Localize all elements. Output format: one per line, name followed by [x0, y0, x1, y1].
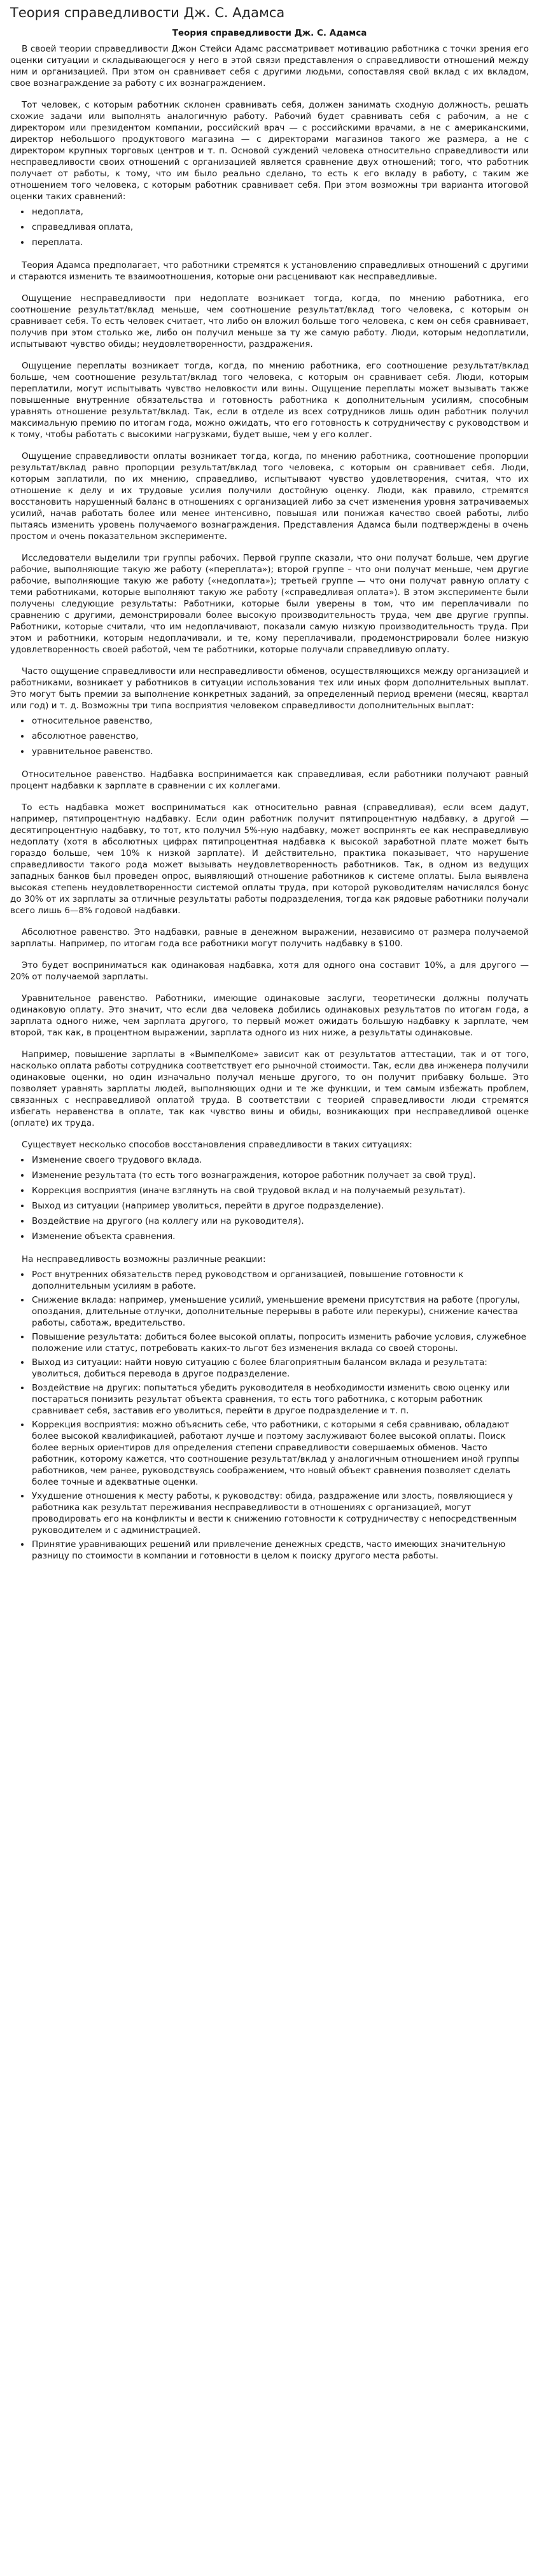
- list-item: • Выход из ситуации: найти новую ситуацию с более благоприятным балансом вклада и результата: уволиться, добиться перевода в другое подразделение.: [31, 1357, 529, 1380]
- list-item: • Рост внутренних обязательств перед руководством и организацией, повышение готовности к дополнительным усилиям в работе.: [31, 1269, 529, 1292]
- paragraph: Например, повышение зарплаты в «ВымпелКоме» зависит как от результатов аттестации, так и от того, насколько оплата работы сотрудника соответствует его рыночной стоимости. Так, если два инженера получили одинаковые оценки, но один изначально получал меньше другого, то он получит прибавку больше. Это позволяет уравнять зарплаты людей, выполняющих одни и те же функции, и тем самым избежать проблем, связанных с несправедливой оплатой труда. В соответствии с теорией справедливости люди стремятся избегать неравенства в оплате, так как чувство вины и обиды, возникающих при несправедливой оценке (оплате) их труда.: [10, 1049, 529, 1128]
- bullet-list: [10, 715, 529, 757]
- list-item: • уравнительное равенство.: [31, 746, 529, 757]
- paragraph: Относительное равенство. Надбавка воспринимается как справедливая, если работники получают равный процент надбавки к зарплате в сравнении с их коллегами.: [10, 769, 529, 791]
- list-item: • Воздействие на других: попытаться убедить руководителя в необходимости изменить свою оценку или постараться понизить результат объекта сравнения, то есть того работника, с которым работник сравнивает себя, заставив его уволиться, перейти в другое подразделение и т. п.: [31, 1382, 529, 1417]
- list-item: • Изменение объекта сравнения.: [31, 1231, 529, 1242]
- list-item: • Принятие уравнивающих решений или привлечение денежных средств, часто имеющих значительную разницу по стоимости в компании и готовности в целом к поиску другого места работы.: [31, 1539, 529, 1562]
- list-item: • Ухудшение отношения к месту работы, к руководству: обида, раздражение или злость, появляющиеся у работника как результат переживания несправедливости в отношениях с организацией, могут проводировать его на конфликты и вести к снижению готовности к сотрудничеству с непосредственным руководителем и с администрацией.: [31, 1490, 529, 1536]
- paragraph: Часто ощущение справедливости или несправедливости обменов, осуществляющихся между организацией и работниками, возникает у работников в ситуации использования тех или иных форм дополнительных выплат. Это могут быть премии за выполнение конкретных заданий, за определенный период времени (месяц, квартал или год) и т. д. Возможны три типа восприятия человеком справедливости дополнительных выплат:: [10, 666, 529, 711]
- list-item: • Воздействие на другого (на коллегу или на руководителя).: [31, 1215, 529, 1227]
- list-item: • Снижение вклада: например, уменьшение усилий, уменьшение времени присутствия на работе (прогулы, опоздания, длительные отлучки, дополнительные перерывы в работе или перекуры), снижение качества работы, саботаж, вредительство.: [31, 1294, 529, 1329]
- paragraph: То есть надбавка может восприниматься как относительно равная (справедливая), если всем дадут, например, пятипроцентную надбавку. Если один работник получит пятипроцентную надбавку, а другой — десятипроцентную надбавку, то тот, кто получил 5%-ную надбавку, может воспринять ее как несправедливую недоплату (хотя в абсолютных цифрах пятипроцентная надбавка к высокой заработной плате может быть гораздо больше, чем 10% к низкой зарплате). И действительно, практика показывает, что нарушение справедливости такого рода может вызывать неудовлетворенность работников. Так, в одном из ведущих западных банков был проведен опрос, выявляющий отношение работников к системе оплаты. Была выявлена высокая степень неудовлетворенности системой оплаты труда, при которой руководителям начислялся бонус до 30% от их зарплаты за отличные результаты работы подразделения, тогда как рядовые работники получали всего лишь 6—8% годовой надбавки.: [10, 802, 529, 916]
- bullet-list: [10, 1154, 529, 1242]
- list-item: • Коррекция восприятия: можно объяснить себе, что работники, с которыми я себя сравниваю, обладают более высокой квалификацией, работают лучше и поэтому заслуживают более высокой оплаты. Поиск более верных ориентиров для определения степени справедливости совершаемых обменов. Часто работник, которому кажется, что соотношение результат/вклад у аналогичным отношением иной группы работников, чем ранее, руководствуясь соображением, что новый объект сравнения позволяет сделать более точные и адекватные оценки.: [31, 1419, 529, 1488]
- bullet-list: [10, 206, 529, 248]
- list-item: • относительное равенство,: [31, 715, 529, 727]
- bullet-list: [10, 1269, 529, 1562]
- list-item: • Выход из ситуации (например уволиться, перейти в другое подразделение).: [31, 1200, 529, 1212]
- paragraph: Ощущение справедливости оплаты возникает тогда, когда, по мнению работника, соотношение пропорции результат/вклад равно пропорции результат/вклад того человека, с которым он сравнивает себя. Люди, которым заплатили, по их мнению, справедливо, испытывают чувство удовлетворения, считая, что их отношение к делу и их трудовые усилия получили достойную оценку. Люди, как правило, стремятся восстановить нарушенный баланс в отношениях с организацией либо за счет изменения уровня затрачиваемых усилий, начав работать более или менее интенсивно, повышая или понижая качество своей работы, либо пытаясь изменить уровень получаемого вознаграждения. Представления Адамса были подтверждены в очень простом и очень показательном эксперименте.: [10, 451, 529, 542]
- list-item: • Изменение результата (то есть того вознаграждения, которое работник получает за свой труд).: [31, 1170, 529, 1181]
- list-item: • Коррекция восприятия (иначе взглянуть на свой трудовой вклад и на получаемый результат).: [31, 1185, 529, 1196]
- list-item: • переплата.: [31, 237, 529, 248]
- paragraph: Ощущение несправедливости при недоплате возникает тогда, когда, по мнению работника, его соотношение результат/вклад меньше, чем соотношение результат/вклад того человека, с которым он сравнивает себя. То есть человек считает, что либо он вложил больше того человека, с кем он себя сравнивает, получив при этом столько же, либо он получил меньше за ту же самую работу. Люди, которым недоплатили, испытывают чувство обиды; неудовлетворенности, раздражения.: [10, 293, 529, 349]
- paragraph: Абсолютное равенство. Это надбавки, равные в денежном выражении, независимо от размера получаемой зарплаты. Например, по итогам года все работники могут получить надбавку в $100.: [10, 927, 529, 949]
- list-item: • абсолютное равенство,: [31, 731, 529, 742]
- paragraph: На несправедливость возможны различные реакции:: [22, 1254, 266, 1264]
- paragraph: Это будет восприниматься как одинаковая надбавка, хотя для одного она составит 10%, а для другого — 20% от получаемой зарплаты.: [10, 960, 529, 982]
- article-title: Теория справедливости Дж. С. Адамса: [172, 28, 367, 38]
- article-body: [10, 43, 529, 1562]
- list-item: • Повышение результата: добиться более высокой оплаты, попросить изменить рабочие условия, служебное положение или статус, потребовать каких-то льгот без изменения вклада со своей стороны.: [31, 1331, 529, 1354]
- paragraph: Исследователи выделили три группы рабочих. Первой группе сказали, что они получат больше, чем другие рабочие, выполняющие такую же работу («переплата»); второй группе – что они получат меньше, чем другие рабочие, выполняющие такую же работу («недоплата»); третьей группе — что они получат равную оплату с теми работниками, которые выполняют такую же работу («справедливая оплата»). В этом эксперименте были получены следующие результаты: Работники, которые были уверены в том, что им переплачивали по сравнению с другими, демонстрировали более высокую производительность труда, чем две другие группы. Работники, которые считали, что им недоплачивают, показали самую низкую производительность труда. При этом и работники, которым недоплачивали, и те, кому переплачивали, продемонстрировали более низкую удовлетворенность своей работой, чем те работники, которые получали справедливую оплату.: [10, 553, 529, 655]
- paragraph: Ощущение переплаты возникает тогда, когда, по мнению работника, его соотношение результат/вклад больше, чем соотношение результат/вклад того человека, с которым он сравнивает себя. Люди, которым переплатили, могут испытывать чувство неловкости или вины. Ощущение переплаты может вызывать также повышенные внутренние обязательства и готовность работника к дополнительным усилиям, способным уравнять отношение результат/вклад. Так, если в отделе из всех сотрудников лишь один работник получил максимальную премию по итогам года, можно ожидать, что его готовность к сотрудничеству с руководством и к тому, чтобы работать с высокими нагрузками, будет выше, чем у его коллег.: [10, 361, 529, 440]
- paragraph: В своей теории справедливости Джон Стейси Адамс рассматривает мотивацию работника с точки зрения его оценки ситуации и складывающегося у него в этой связи представления о справедливости отношений между ним и организацией. При этом он сравнивает себя с другими людьми, сопоставляя свой вклад с их вкладом, свое вознаграждение за работу с их вознаграждением.: [10, 44, 529, 88]
- page-title: Теория справедливости Дж. С. Адамса: [10, 5, 285, 20]
- list-item: • справедливая оплата,: [31, 221, 529, 233]
- paragraph: Существует несколько способов восстановления справедливости в таких ситуациях:: [22, 1140, 412, 1150]
- list-item: • Изменение своего трудового вклада.: [31, 1154, 529, 1166]
- paragraph: Тот человек, с которым работник склонен сравнивать себя, должен занимать сходную должность, решать схожие задачи или выполнять аналогичную работу. Рабочий будет сравнивать себя с рабочим, а не с директором или президентом компании, российский врач — с российскими врачами, а не с американскими, директор небольшого продуктового магазина — с директорами магазинов такого же размера, а не с директором крупных торговых центров и т. п. Основой суждений человека относительно справедливости или несправедливости своих отношений с организацией является сравнение двух отношений; того, что работник получает от работы, к тому, что им было реально сделано, то есть к его вкладу в работу, с таким же отношением того человека, с которым работник сравнивает себя. При этом возможны три варианта итоговой оценки таких сравнений:: [10, 100, 529, 202]
- paragraph: Уравнительное равенство. Работники, имеющие одинаковые заслуги, теоретически должны получать одинаковую оплату. Это значит, что если два человека добились одинаковых результатов по итогам года, а зарплата одного ниже, чем зарплата другого, то первый может ожидать большую надбавку к зарплате, чем второй, так как, в процентном выражении, зарплата одного из них ниже, а результаты одинаковые.: [10, 993, 529, 1038]
- list-item: • недоплата,: [31, 206, 529, 218]
- paragraph: Теория Адамса предполагает, что работники стремятся к установлению справедливых отношений с другими и стараются изменить те взаимоотношения, которые они расценивают как несправедливые.: [10, 260, 529, 282]
